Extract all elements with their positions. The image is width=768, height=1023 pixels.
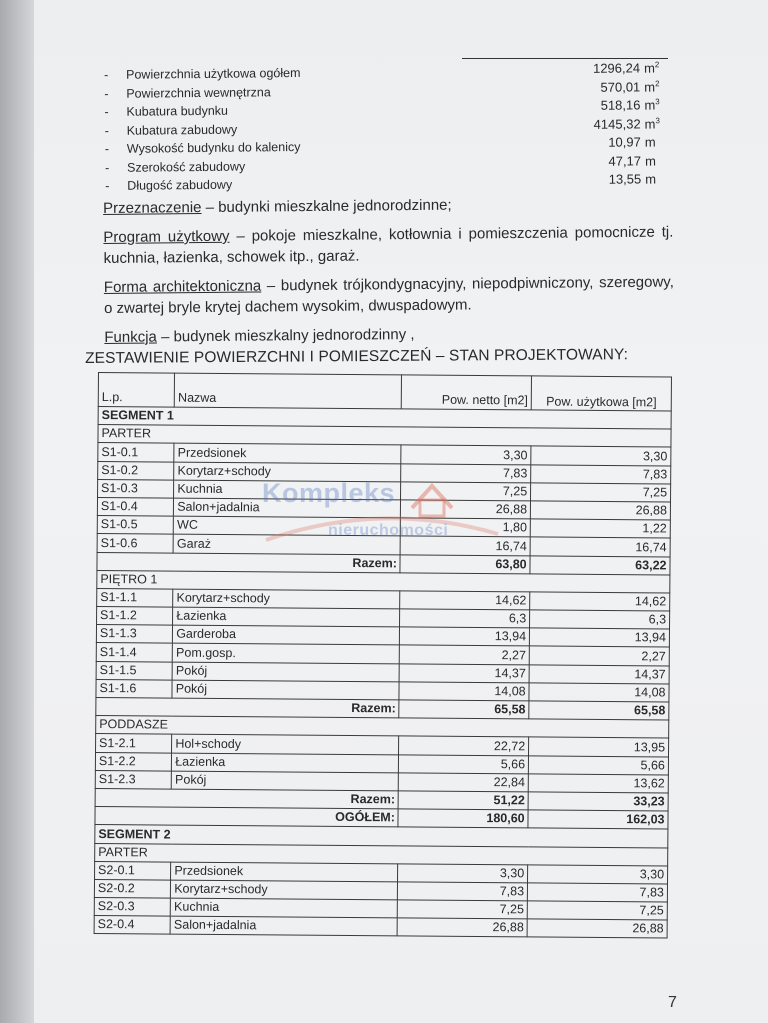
total-netto: 180,60: [398, 809, 528, 828]
cell-name: Przedsionek: [171, 862, 398, 882]
spec-label: Kubatura zabudowy: [126, 122, 238, 138]
cell-uzytkowa: 7,83: [528, 883, 668, 902]
cell-uzytkowa: 14,37: [529, 665, 669, 684]
cell-name: Łazienka: [172, 753, 399, 773]
spec-unit: [645, 134, 656, 149]
spec-unit: [644, 60, 659, 75]
paragraph-przeznaczenie: [103, 193, 673, 219]
rooms-table-wrapper: [94, 372, 678, 939]
term-przeznaczenie: Przeznaczenie: [103, 199, 202, 217]
cell-lp: S1-0.3: [98, 479, 174, 498]
cell-uzytkowa: 7,25: [527, 901, 667, 920]
cell-empty: [95, 788, 171, 807]
cell-empty: [97, 552, 173, 571]
spec-unit-exponent: 2: [654, 60, 660, 70]
cell-uzytkowa: 3,30: [531, 446, 671, 465]
cell-empty: [96, 697, 172, 716]
paragraph-program: [103, 222, 673, 269]
spec-label: Powierzchnia użytkowa ogółem: [126, 65, 301, 82]
cell-lp: S1-1.4: [96, 643, 172, 662]
cell-lp: S1-2.1: [96, 734, 172, 753]
section-label: SEGMENT 1: [98, 407, 671, 430]
floor-label: PIĘTRO 1: [97, 570, 670, 593]
text-funkcja: – budynek mieszkalny jednorodzinny ,: [156, 326, 415, 346]
cell-lp: S1-0.2: [98, 461, 174, 480]
total-label: Razem:: [172, 698, 399, 718]
cell-name: Kuchnia: [174, 480, 401, 500]
cell-netto: 7,25: [401, 482, 531, 501]
spec-unit-exponent: 3: [655, 97, 660, 107]
rooms-table: [94, 372, 672, 939]
watermark-text-1: Kompleks: [262, 478, 396, 508]
spec-value: 518,16: [600, 97, 641, 113]
cell-name: Korytarz+schody: [174, 462, 401, 482]
table-row: [94, 916, 667, 939]
cell-lp: S1-0.1: [98, 443, 174, 462]
cell-uzytkowa: 7,83: [531, 464, 671, 483]
cell-uzytkowa: 2,27: [529, 646, 669, 665]
bullet-dash: -: [104, 67, 109, 82]
spec-label: Szerokość zabudowy: [126, 159, 246, 175]
spec-unit-base: m: [644, 134, 656, 150]
cell-uzytkowa: 26,88: [531, 501, 671, 520]
cell-uzytkowa: 14,62: [530, 592, 670, 611]
total-label: Razem:: [171, 789, 398, 809]
watermark-text-2: nieruchomości: [328, 522, 449, 539]
cell-empty: [95, 807, 171, 826]
spec-unit-base: m: [644, 153, 656, 169]
bullet-dash: -: [104, 123, 109, 138]
cell-netto: 7,83: [398, 882, 528, 901]
cell-lp: S2-0.4: [94, 916, 170, 935]
table-title: ZESTAWIENIE POWIERZCHNI I POMIESZCZEŃ – STAN PROJEKTOWANY:: [85, 346, 629, 367]
cell-uzytkowa: 13,94: [530, 628, 670, 647]
term-funkcja: Funkcja: [104, 328, 157, 346]
total-uzytkowa: 33,23: [528, 792, 668, 811]
cell-lp: S1-0.6: [97, 534, 173, 553]
floor-label: PARTER: [98, 425, 671, 448]
cell-name: Hol+schody: [172, 734, 399, 754]
cell-lp: S2-0.2: [94, 879, 170, 898]
spec-value: 570,01: [600, 78, 641, 95]
cell-uzytkowa: 3,30: [528, 865, 668, 884]
cell-name: Pom.gosp.: [173, 644, 400, 664]
spec-unit-base: m: [644, 116, 656, 132]
text-program: – pokoje mieszkalne, kotłownia i pomieszczenia pomocnicze tj. kuchnia, łazienka, schowek itp., garaż.: [103, 223, 674, 267]
cell-lp: S2-0.1: [95, 861, 171, 880]
spec-unit-exponent: 2: [655, 78, 660, 88]
header-uzytkowa: Pow. użytkowa [m2]: [531, 376, 671, 411]
cell-lp: S1-0.5: [97, 516, 173, 535]
cell-name: Pokój: [172, 680, 399, 700]
total-uzytkowa: 162,03: [528, 810, 668, 829]
bullet-dash: -: [104, 86, 109, 101]
total-uzytkowa: 63,22: [530, 555, 670, 574]
cell-lp: S1-0.4: [97, 497, 173, 516]
cell-netto: 14,37: [399, 664, 529, 683]
spec-unit-exponent: 3: [655, 115, 660, 125]
cell-netto: 3,30: [398, 864, 528, 883]
cell-lp: S1-1.3: [96, 625, 172, 644]
cell-name: Korytarz+schody: [171, 880, 398, 900]
cell-netto: 26,88: [401, 500, 531, 519]
cell-uzytkowa: 14,08: [529, 683, 669, 702]
cell-netto: 3,30: [401, 445, 531, 464]
cell-lp: S1-1.5: [96, 661, 172, 680]
cell-netto: 13,94: [400, 627, 530, 646]
spec-unit: [644, 97, 659, 112]
spec-label: Kubatura budynku: [126, 103, 229, 119]
spec-top-rule: [462, 58, 668, 59]
header-netto: Pow. netto [m2]: [402, 375, 532, 410]
term-forma: Forma architektoniczna: [103, 277, 262, 296]
cell-netto: 16,74: [400, 536, 530, 555]
cell-uzytkowa: 16,74: [530, 537, 670, 556]
total-netto: 51,22: [398, 791, 528, 810]
spec-label: Powierzchnia wewnętrzna: [126, 84, 271, 101]
bullet-dash: -: [104, 160, 110, 175]
cell-name: Korytarz+schody: [173, 589, 400, 609]
cell-netto: 2,27: [400, 645, 530, 664]
spec-unit-base: m: [644, 97, 656, 113]
cell-netto: 22,84: [399, 773, 529, 792]
table-header-row: [98, 373, 671, 411]
cell-netto: 14,62: [400, 591, 530, 610]
cell-uzytkowa: 13,62: [528, 774, 668, 793]
cell-lp: S1-1.6: [96, 679, 172, 698]
cell-netto: 5,66: [399, 754, 529, 773]
cell-netto: 26,88: [397, 918, 527, 937]
cell-lp: S1-1.1: [97, 588, 173, 607]
total-label: Razem:: [173, 553, 400, 573]
paragraph-funkcja: [104, 322, 674, 348]
spec-unit: [645, 116, 660, 131]
spec-value: 47,17: [608, 152, 642, 169]
spec-unit-base: m: [644, 79, 656, 95]
page-number: 7: [668, 994, 677, 1011]
cell-netto: 22,72: [399, 736, 529, 755]
spec-label: Długość zabudowy: [127, 177, 233, 193]
spec-value: 4145,32: [593, 115, 641, 132]
cell-uzytkowa: 1,22: [530, 519, 670, 538]
text-przeznaczenie: – budynki mieszkalne jednorodzinne;: [201, 196, 452, 217]
cell-name: Salon+jadalnia: [174, 498, 401, 518]
cell-uzytkowa: 6,3: [530, 610, 670, 629]
bullet-dash: -: [104, 141, 110, 156]
header-lp: L.p.: [98, 373, 175, 408]
spec-value: 13,55: [608, 171, 642, 187]
spec-unit: [645, 153, 656, 168]
cell-netto: 14,08: [399, 682, 529, 701]
cell-uzytkowa: 5,66: [529, 755, 669, 774]
section-label: SEGMENT 2: [95, 825, 668, 848]
cell-lp: S2-0.3: [94, 898, 170, 917]
cell-name: Przedsionek: [174, 443, 401, 463]
cell-name: Łazienka: [173, 607, 400, 627]
total-netto: 65,58: [399, 700, 529, 719]
term-program: Program użytkowy: [103, 227, 230, 246]
spec-unit: [645, 171, 656, 186]
cell-name: WC: [174, 516, 401, 536]
cell-uzytkowa: 26,88: [527, 919, 667, 938]
bullet-dash: -: [104, 104, 109, 119]
floor-label: PARTER: [95, 843, 668, 866]
cell-lp: S1-1.2: [97, 607, 173, 626]
cell-name: Garaż: [173, 534, 400, 554]
text-forma: – budynek trójkondygnacyjny, niepodpiwniczony, szeregowy, o zwartej bryle krytej dachem wysokim, dwuspadowym.: [103, 273, 674, 317]
cell-lp: S1-2.2: [95, 752, 171, 771]
cell-netto: 7,83: [401, 463, 531, 482]
cell-name: Pokój: [172, 662, 399, 682]
bullet-dash: -: [105, 178, 110, 193]
total-label: OGÓŁEM:: [171, 807, 398, 827]
spec-label: Wysokość budynku do kalenicy: [126, 139, 301, 156]
description-paragraphs: [103, 193, 674, 356]
total-netto: 63,80: [400, 554, 530, 573]
paragraph-forma: [104, 272, 674, 319]
cell-name: Kuchnia: [171, 898, 398, 918]
cell-uzytkowa: 7,25: [531, 483, 671, 502]
page-binding-shadow: [0, 0, 34, 1023]
spec-value: 10,97: [608, 134, 641, 150]
spec-unit-base: m: [645, 171, 657, 187]
cell-lp: S1-2.3: [95, 770, 171, 789]
spec-list: [104, 60, 675, 195]
total-uzytkowa: 65,58: [529, 701, 669, 720]
cell-name: Salon+jadalnia: [170, 916, 397, 936]
cell-netto: 7,25: [398, 900, 528, 919]
floor-label: PODDASZE: [96, 716, 669, 739]
cell-name: Garderoba: [173, 625, 400, 645]
cell-netto: 1,80: [401, 518, 531, 537]
cell-uzytkowa: 13,95: [529, 737, 669, 756]
spec-unit-base: m: [643, 60, 655, 76]
header-nazwa: Nazwa: [175, 373, 402, 409]
spec-unit: [644, 79, 659, 94]
cell-name: Pokój: [172, 771, 399, 791]
spec-value: 1296,24: [592, 60, 641, 76]
cell-netto: 6,3: [400, 609, 530, 628]
